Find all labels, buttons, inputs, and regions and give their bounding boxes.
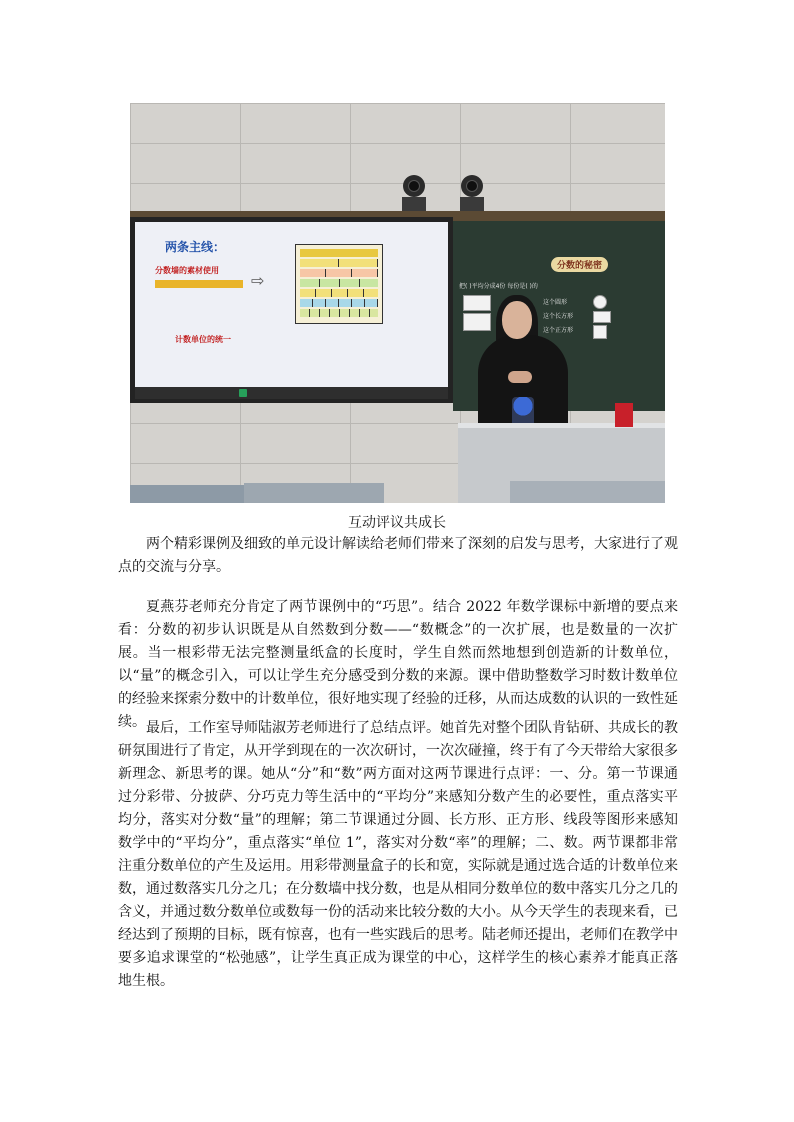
slide-title: 两条主线：: [165, 240, 226, 254]
board-row: 把( )平均分成4份 每份是( )的: [459, 283, 538, 290]
slide-line-2: 计数单位的统一: [175, 335, 231, 344]
screen-toolbar: [135, 387, 448, 399]
student-desk: [510, 481, 665, 503]
photo-caption: 互动评议共成长: [348, 515, 446, 531]
board-card: [593, 325, 607, 339]
paragraph: 最后，工作室导师陆淑芳老师进行了总结点评。她首先对整个团队肯钻研、共成长的教研氛围进行了肯定，从开学到现在的一次次研讨，一次次碰撞，终于有了今天带给大家很多新理念、新思考的课。她从“分”和“数”两方面对这两节课进行点评：一、分。第一节课通过分彩带、分披萨、分巧克力等生活中的“平均分”来感知分数产生的必要性，重点落实平均分，落实对分数“量”的理解；第二节课通过分圆、长方形、正方形、线段等图形来感知数学中的“平均分”，重点落实“单位 1”，落实对分数“率”的理解；二、数。两节课都非常注重分数单位的产生及运用。用彩带测量盒子的长和宽，实际就是通过选合适的计数单位来数，通过数落实几分之几；在分数墙中找分数，也是从相同分数单位的数中落实几分之几的含义，并通过数分数单位或数每一份的活动来比较分数的大小。从今天学生的表现来看，已经达到了预期的目标，既有惊喜，也有一些实践后的思考。陆老师还提出，老师们在教学中要多追求课堂的“松弛感”，让学生真正成为课堂的中心，这样学生的核心素养才能真正落地生根。: [118, 720, 678, 989]
arrow-icon: ⇨: [251, 271, 265, 290]
board-card: [463, 313, 491, 331]
smart-screen: [130, 217, 453, 403]
paragraph: 两个精彩课例及细致的单元设计解读给老师们带来了深刻的启发与思考，大家进行了观点的交流与分享。: [118, 536, 678, 575]
teacher-hands: [508, 371, 532, 383]
board-row: 这个长方形: [543, 313, 574, 320]
board-row: 这个正方形: [543, 327, 574, 334]
slide: [135, 222, 448, 387]
board-card: [463, 295, 491, 311]
red-box: [615, 403, 633, 427]
classroom-photo: [130, 103, 665, 503]
student-desk: [130, 485, 248, 503]
camera-icon: [460, 175, 484, 215]
board-row: 这个圆形: [543, 299, 568, 306]
camera-icon: [402, 175, 426, 215]
paragraph: 夏燕芬老师充分肯定了两节课例中的“巧思”。结合 2022 年数学课标中新增的要点来看：分数的初步认识既是从自然数到分数——“数概念”的一次扩展，也是数量的一次扩展。当一根彩带无法完整测量纸盒的长度时，学生自然而然地想到创造新的计数单位，以“量”的概念引入，可以让学生充分感受到分数的来源。课中借助整数学习时数计数单位的经验来探索分数中的计数单位，很好地实现了经验的迁移，从而达成数的认识的一致性延续。: [118, 599, 678, 730]
slide-line-1: 分数墙的素材使用: [155, 266, 219, 275]
slide-highlight-bar: [155, 280, 243, 288]
board-card: [593, 295, 607, 309]
student-desk: [244, 483, 384, 503]
board-card: [593, 311, 611, 323]
fraction-wall-image: [295, 244, 383, 324]
teacher-face: [502, 301, 532, 339]
board-title: 分数的秘密: [551, 257, 608, 272]
